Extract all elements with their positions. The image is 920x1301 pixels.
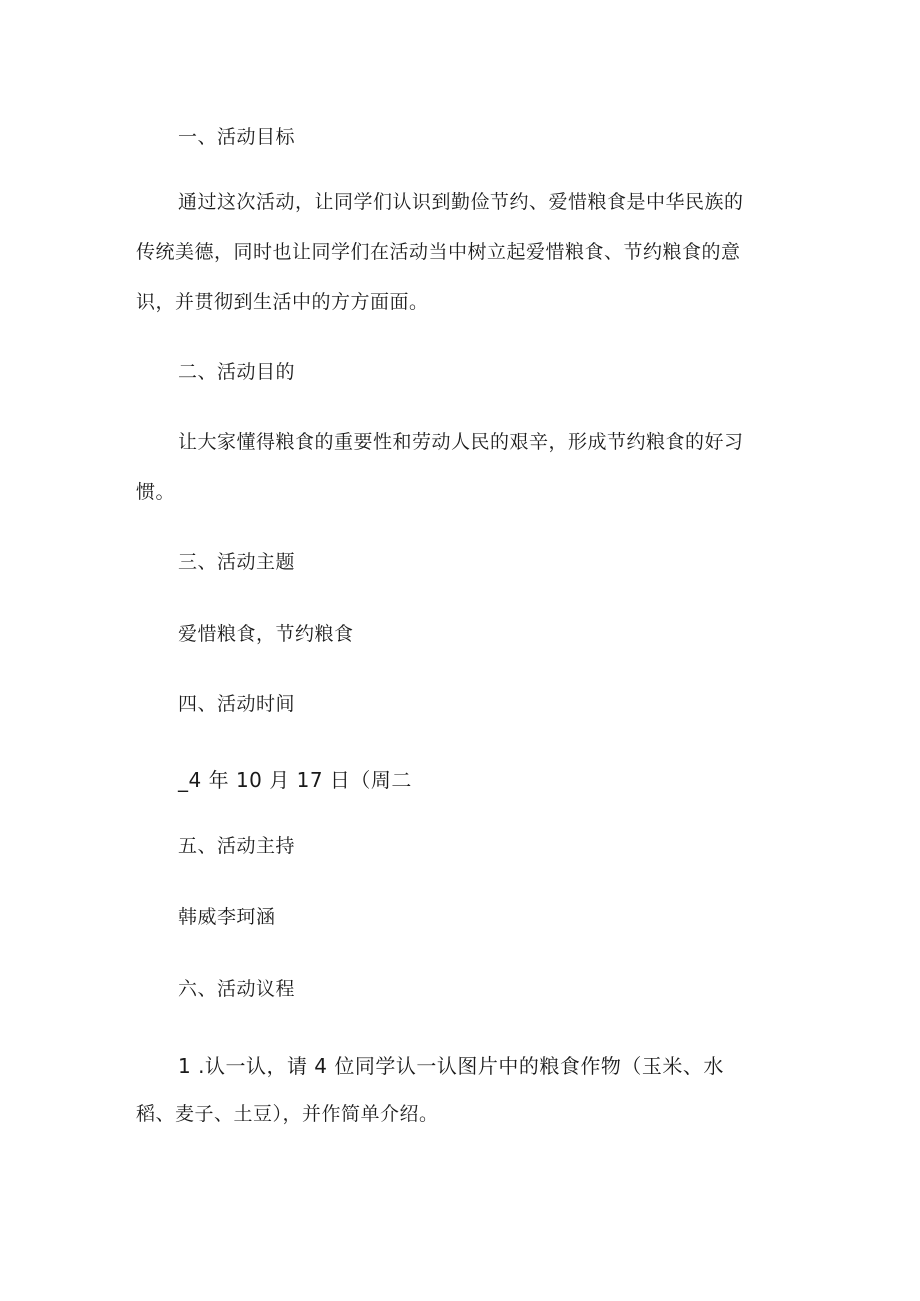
- section-heading-purpose: 二、活动目的: [178, 361, 296, 383]
- section-heading-goal: 一、活动目标: [178, 126, 296, 148]
- paragraph-line: 惯。: [136, 481, 176, 503]
- paragraph-line: 让大家懂得粮食的重要性和劳动人民的艰辛，形成节约粮食的好习: [178, 431, 744, 453]
- paragraph-line-agenda-item: 1 .认一认，请 4 位同学认一认图片中的粮食作物（玉米、水: [178, 1054, 724, 1078]
- section-heading-time: 四、活动时间: [178, 693, 296, 715]
- section-heading-theme: 三、活动主题: [178, 551, 296, 573]
- paragraph-line: 传统美德，同时也让同学们在活动当中树立起爱惜粮食、节约粮食的意: [136, 241, 741, 263]
- section-heading-host: 五、活动主持: [178, 835, 296, 857]
- paragraph-line: 爱惜粮食，节约粮食: [178, 623, 354, 645]
- paragraph-line-date: _4 年 10 月 17 日（周二: [178, 768, 412, 792]
- section-heading-agenda: 六、活动议程: [178, 978, 296, 1000]
- paragraph-line: 稻、麦子、土豆），并作简单介绍。: [136, 1103, 439, 1125]
- paragraph-line: 识，并贯彻到生活中的方方面面。: [136, 291, 429, 313]
- paragraph-line: 通过这次活动，让同学们认识到勤俭节约、爱惜粮食是中华民族的: [178, 191, 744, 213]
- paragraph-line-host-names: 韩威李珂涵: [178, 906, 276, 928]
